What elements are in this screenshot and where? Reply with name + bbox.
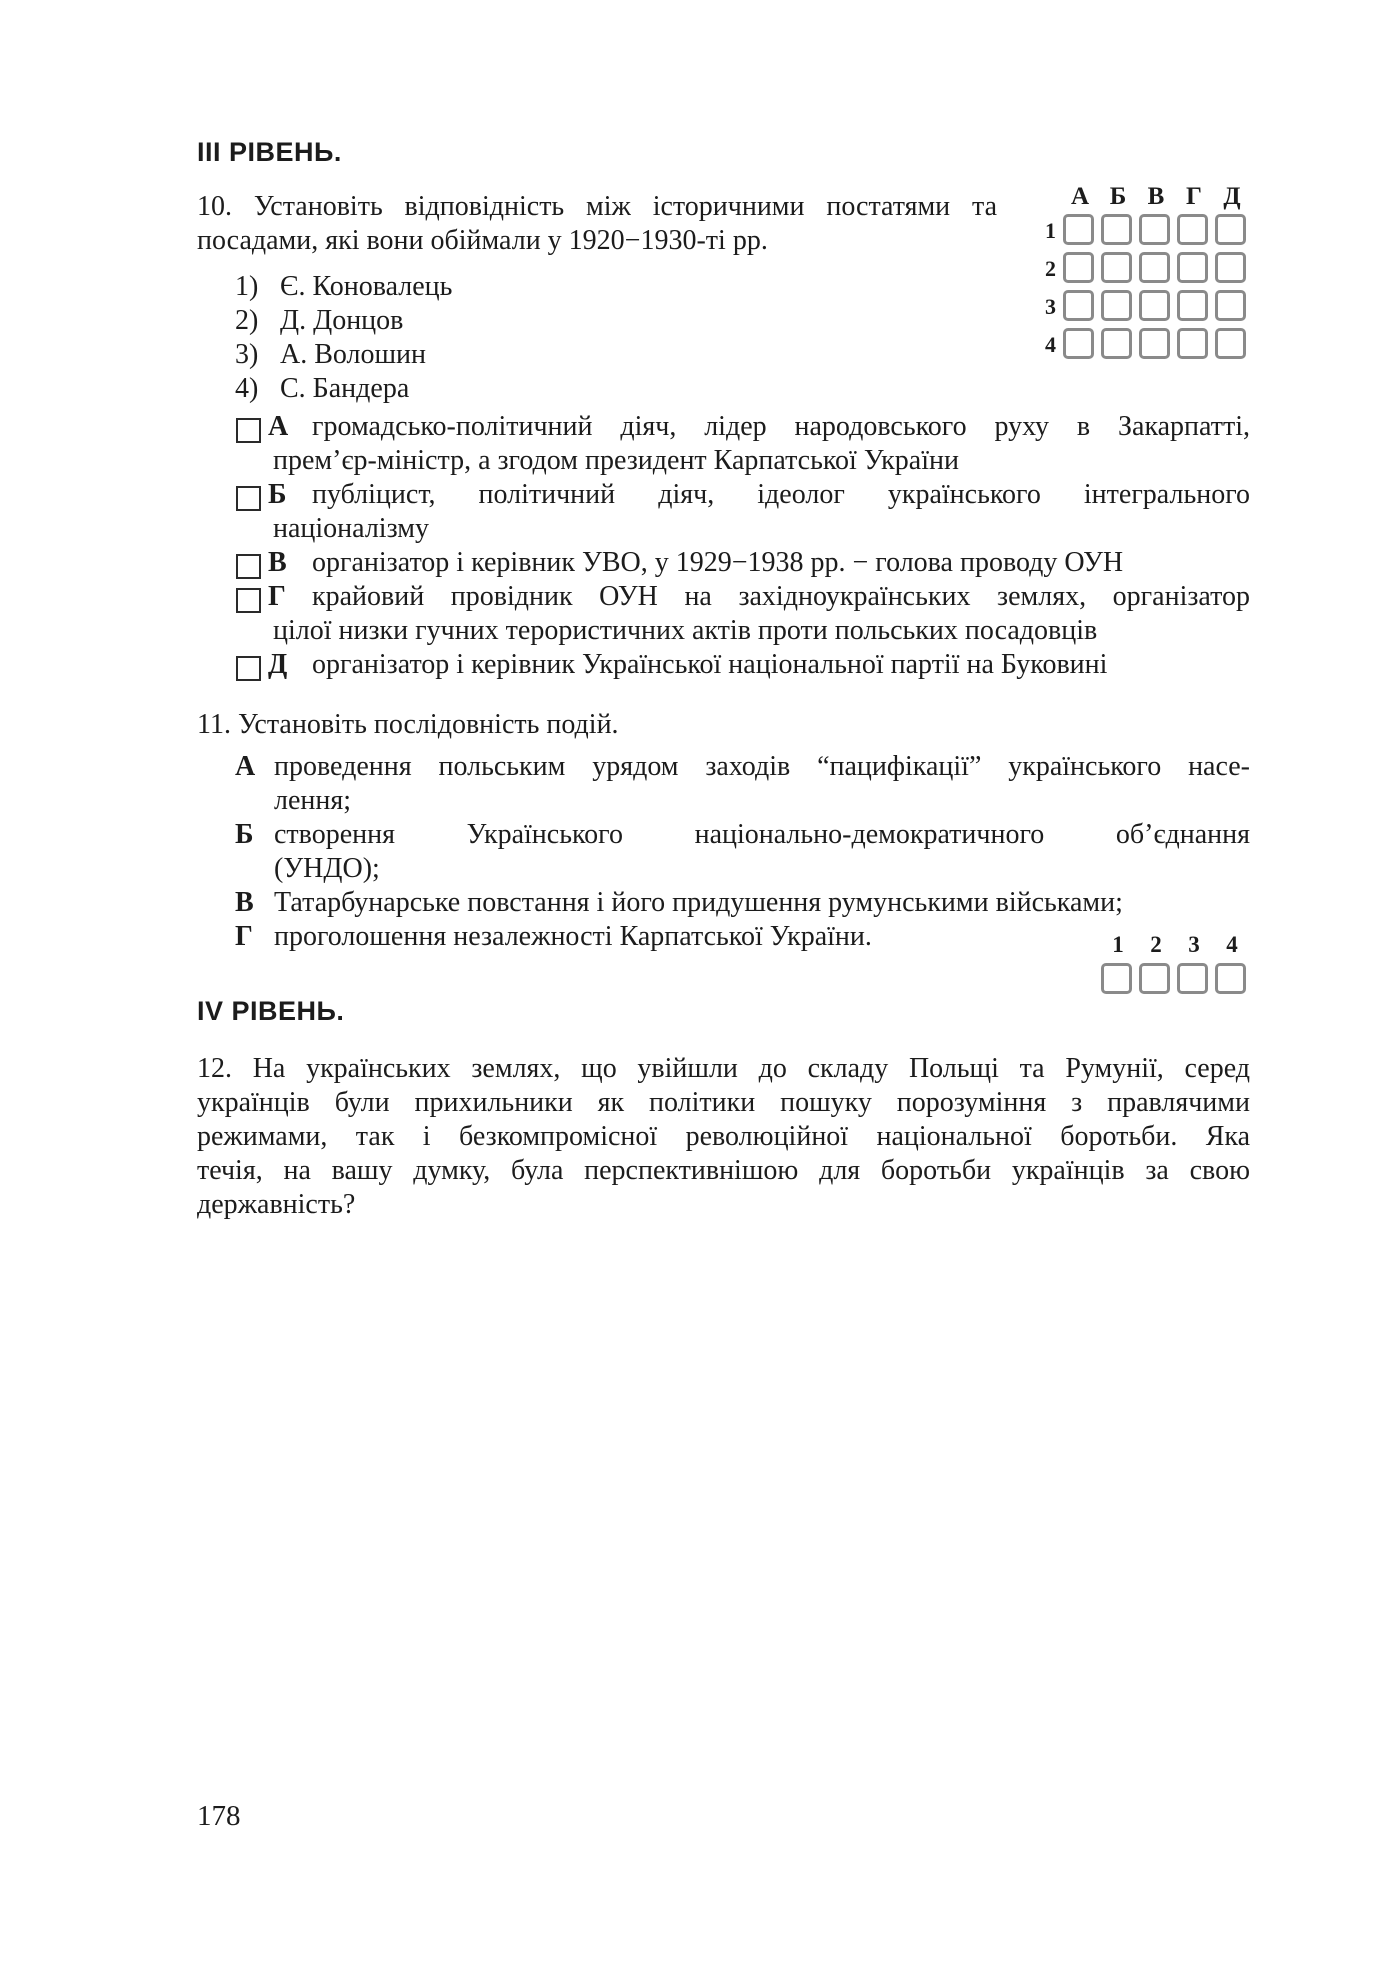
answer-cell[interactable] (1139, 290, 1170, 321)
grid-column-label: Д (1223, 183, 1241, 210)
answer-cell[interactable] (1101, 290, 1132, 321)
option-text-line: організатор і керівник УВО, у 1929−1938 рр. − голова проводу ОУН (312, 547, 1124, 578)
answer-cell[interactable] (1177, 252, 1208, 283)
q12-line: українців були прихильники як політики пошуку порозуміння з правлячими (197, 1087, 1250, 1118)
q10-intro-line-2: посадами, які вони обіймали у 1920−1930-ті рр. (197, 225, 768, 256)
answer-cell[interactable] (1101, 214, 1132, 245)
person-name: С. Бандера (280, 373, 410, 404)
event-text-line: проведення польським урядом заходів “пацифікації” українського насе- (274, 751, 1250, 782)
answer-cell[interactable] (1063, 328, 1094, 359)
option-text-line: націоналізму (273, 513, 429, 544)
person-name: Є. Коновалець (280, 271, 453, 302)
grid-column-label: 1 (1112, 932, 1124, 957)
event-text-line: (УНДО); (274, 853, 380, 884)
answer-cell[interactable] (1215, 328, 1246, 359)
answer-cell[interactable] (1177, 328, 1208, 359)
answer-cell[interactable] (1063, 214, 1094, 245)
page-number: 178 (197, 1800, 241, 1832)
answer-cell[interactable] (1101, 963, 1132, 994)
option-letter: В (268, 547, 287, 578)
grid-column-label: В (1147, 183, 1165, 210)
answer-cell[interactable] (1063, 290, 1094, 321)
grid-column-label: 4 (1226, 932, 1238, 957)
person-number: 3) (235, 339, 259, 370)
event-letter: А (235, 751, 256, 782)
grid-row-label: 3 (1045, 294, 1056, 319)
grid-column-label: Б (1109, 183, 1127, 210)
person-number: 1) (235, 271, 259, 302)
option-text-line: організатор і керівник Української національної партії на Буковині (312, 649, 1108, 680)
event-letter: В (235, 887, 254, 918)
option-text-line: цілої низки гучних терористичних актів проти польських посадовців (273, 615, 1098, 646)
option-checkbox[interactable] (236, 486, 261, 511)
option-text-line: публіцист, політичний діяч, ідеолог українського інтегрального (312, 479, 1250, 510)
answer-cell[interactable] (1063, 252, 1094, 283)
option-letter: Г (268, 581, 286, 612)
event-text-line: Татарбунарське повстання і його придушення румунськими військами; (274, 887, 1123, 918)
q12-line: 12. На українських землях, що увійшли до складу Польщі та Румунії, серед (197, 1053, 1250, 1084)
answer-cell[interactable] (1177, 214, 1208, 245)
grid-column-label: Г (1186, 183, 1202, 210)
answer-cell[interactable] (1215, 214, 1246, 245)
grid-row-label: 1 (1045, 218, 1056, 243)
event-letter: Б (235, 819, 254, 850)
person-name: А. Волошин (280, 339, 427, 370)
answer-cell[interactable] (1139, 963, 1170, 994)
option-letter: Б (268, 479, 287, 510)
q12-line: державність? (197, 1189, 356, 1220)
event-text-line: створення Українського національно-демократичного об’єднання (274, 819, 1250, 850)
q11-intro: 11. Установіть послідовність подій. (197, 709, 619, 740)
answer-cell[interactable] (1101, 328, 1132, 359)
answer-cell[interactable] (1139, 252, 1170, 283)
answer-cell[interactable] (1101, 252, 1132, 283)
option-checkbox[interactable] (236, 418, 261, 443)
option-checkbox[interactable] (236, 656, 261, 681)
person-number: 2) (235, 305, 259, 336)
grid-column-label: 3 (1188, 932, 1200, 957)
q12-line: течія, на вашу думку, була перспективнішою для боротьби українців за свою (197, 1155, 1250, 1186)
answer-cell[interactable] (1177, 963, 1208, 994)
answer-cell[interactable] (1215, 963, 1246, 994)
option-text-line: прем’єр-міністр, а згодом президент Карпатської України (273, 445, 959, 476)
level-4-heading: IV РІВЕНЬ. (197, 996, 345, 1026)
q10-intro-line-1: 10. Установіть відповідність між історичними постатями та (197, 191, 997, 222)
grid-column-label: 2 (1150, 932, 1162, 957)
answer-cell[interactable] (1177, 290, 1208, 321)
grid-row-label: 4 (1045, 332, 1056, 357)
grid-row-label: 2 (1045, 256, 1056, 281)
option-letter: Д (268, 649, 288, 680)
option-checkbox[interactable] (236, 588, 261, 613)
grid-column-label: А (1070, 183, 1090, 210)
answer-cell[interactable] (1139, 214, 1170, 245)
answer-cell[interactable] (1215, 252, 1246, 283)
event-letter: Г (235, 921, 253, 952)
person-number: 4) (235, 373, 259, 404)
answer-cell[interactable] (1215, 290, 1246, 321)
q12-line: режимами, так і безкомпромісної революційної національної боротьби. Яка (197, 1121, 1250, 1152)
event-text-line: лення; (274, 785, 352, 816)
option-text-line: громадсько-політичний діяч, лідер народовського руху в Закарпатті, (312, 411, 1250, 442)
option-checkbox[interactable] (236, 554, 261, 579)
answer-cell[interactable] (1139, 328, 1170, 359)
event-text-line: проголошення незалежності Карпатської України. (274, 921, 872, 952)
person-name: Д. Донцов (280, 305, 404, 336)
option-letter: А (268, 411, 289, 442)
option-text-line: крайовий провідник ОУН на західноукраїнських землях, організатор (312, 581, 1250, 612)
level-3-heading: III РІВЕНЬ. (197, 137, 342, 167)
